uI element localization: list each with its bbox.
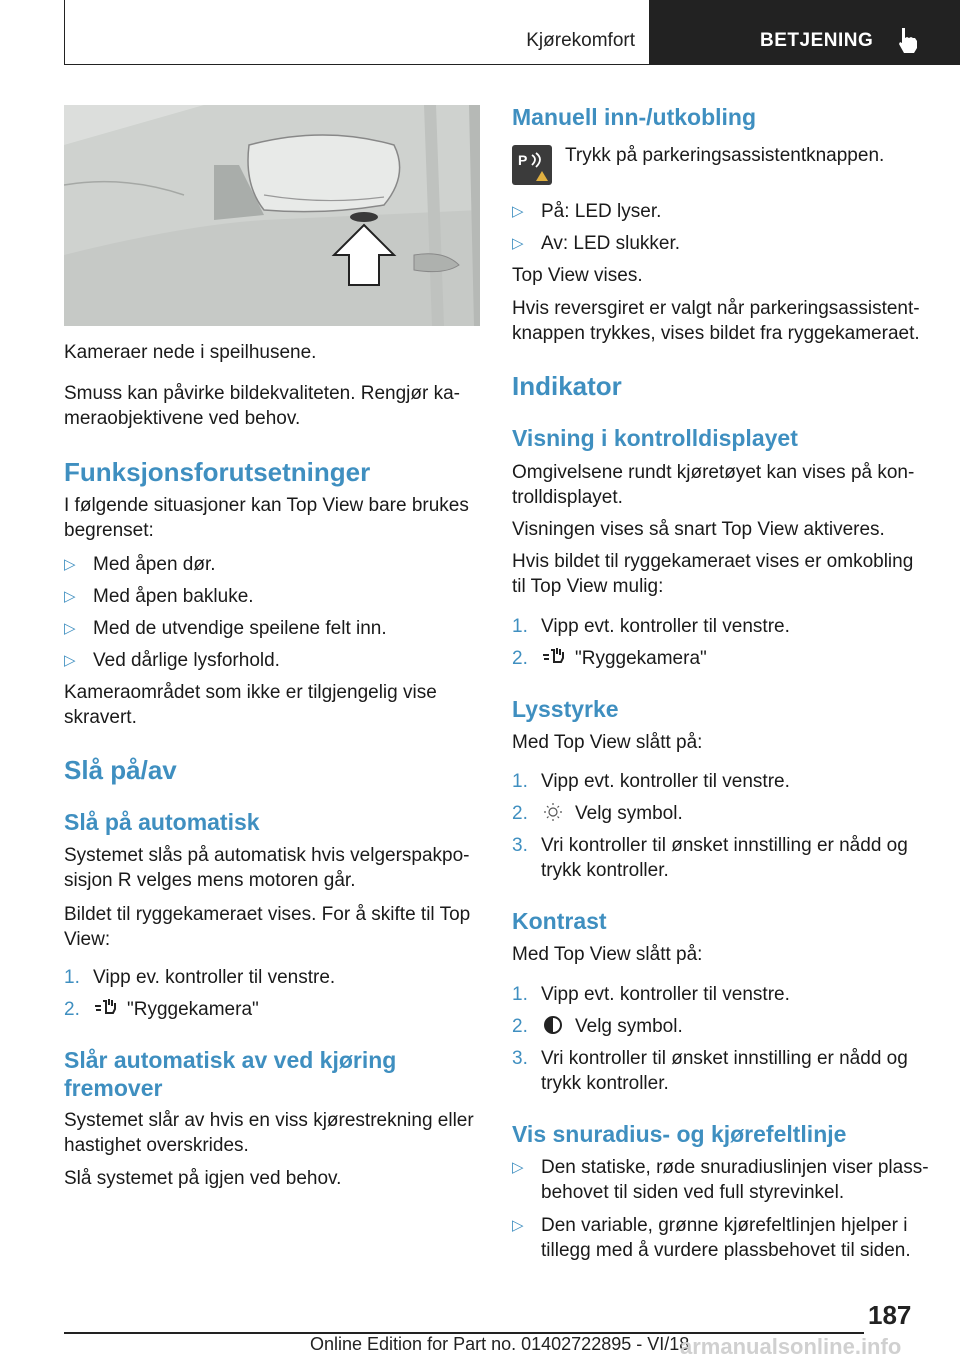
edition-text: Online Edition for Part no. 01402722895 - VI/18 bbox=[310, 1334, 690, 1354]
triangle-bullet-icon: ▷ bbox=[64, 556, 76, 573]
hatched-line-1: Kameraområdet som ikke er tilgjengelig vise bbox=[64, 682, 437, 703]
section-tab bbox=[64, 0, 650, 65]
rear-camera-icon bbox=[93, 997, 119, 1019]
heading-auto-off-2: fremover bbox=[64, 1075, 163, 1101]
requirements-intro-2: begrenset: bbox=[64, 520, 154, 541]
heading-requirements: Funksjonsforutsetninger bbox=[64, 457, 371, 487]
autooff-line-1: Systemet slår av hvis en viss kjørestrekning eller bbox=[64, 1110, 474, 1131]
manual-text: Trykk på parkeringsassistentknappen. bbox=[565, 145, 885, 166]
reverse-line-2: knappen trykkes, vises bildet fra ryggekameraet. bbox=[512, 323, 920, 344]
reenable-text: Slå systemet på igjen ved behov. bbox=[64, 1168, 342, 1189]
display-line-2: trolldisplayet. bbox=[512, 487, 623, 508]
svg-text:P: P bbox=[518, 152, 528, 168]
brightness-icon bbox=[541, 801, 567, 823]
mirror-camera-figure bbox=[64, 105, 480, 326]
heading-auto-on: Slå på automatisk bbox=[64, 809, 260, 835]
heading-brightness: Lysstyrke bbox=[512, 696, 619, 722]
chapter-title: BETJENING bbox=[760, 30, 874, 51]
switch-line-1: Hvis bildet til ryggekameraet vises er omkobling bbox=[512, 551, 914, 572]
display-text-2: Visningen vises så snart Top View aktiveres. bbox=[512, 519, 885, 540]
list-continuation: tillegg med å vurdere plassbehovet til siden. bbox=[541, 1240, 911, 1261]
triangle-bullet-icon: ▷ bbox=[512, 1217, 524, 1234]
parking-assist-button-icon bbox=[512, 145, 552, 185]
hatched-line-2: skravert. bbox=[64, 707, 137, 728]
auto-line-1: Systemet slås på automatisk hvis velgerspakpo- bbox=[64, 845, 470, 866]
brightness-intro: Med Top View slått på: bbox=[512, 732, 703, 753]
pointing-hand-icon bbox=[896, 26, 920, 54]
contrast-icon bbox=[541, 1014, 567, 1036]
triangle-bullet-icon: ▷ bbox=[64, 588, 76, 605]
auto-line-2: sisjon R velges mens motoren går. bbox=[64, 870, 356, 891]
figure-caption: Kameraer nede i speilhusene. bbox=[64, 342, 317, 363]
triangle-bullet-icon: ▷ bbox=[512, 235, 524, 252]
rear-line-2: View: bbox=[64, 929, 111, 950]
rear-line-1: Bildet til ryggekameraet vises. For å skifte til Top bbox=[64, 904, 471, 925]
car-mirror-illustration bbox=[64, 105, 480, 326]
heading-contrast: Kontrast bbox=[512, 908, 607, 934]
chapter-tab bbox=[650, 0, 960, 65]
section-title: Kjørekomfort bbox=[526, 30, 635, 51]
watermark: armanualsonline.info bbox=[680, 1334, 902, 1359]
requirements-intro-1: I følgende situasjoner kan Top View bare brukes bbox=[64, 495, 469, 516]
heading-indicator: Indikator bbox=[512, 371, 622, 401]
page-header bbox=[64, 0, 960, 65]
dirt-line-2: meraobjektivene ved behov. bbox=[64, 408, 301, 429]
dirt-line-1: Smuss kan påvirke bildekvaliteten. Rengjør ka- bbox=[64, 383, 461, 404]
rear-camera-icon bbox=[541, 646, 567, 668]
list-continuation: behovet til siden ved full styrevinkel. bbox=[541, 1182, 845, 1203]
triangle-bullet-icon: ▷ bbox=[512, 1159, 524, 1176]
heading-on-off: Slå på/av bbox=[64, 755, 177, 785]
autooff-line-2: hastighet overskrides. bbox=[64, 1135, 249, 1156]
heading-auto-off-1: Slår automatisk av ved kjøring bbox=[64, 1047, 397, 1073]
page-number: 187 bbox=[868, 1300, 912, 1330]
display-line-1: Omgivelsene rundt kjøretøyet kan vises på kon- bbox=[512, 462, 915, 483]
reverse-line-1: Hvis reversgiret er valgt når parkeringsassistent- bbox=[512, 298, 920, 319]
contrast-intro: Med Top View slått på: bbox=[512, 944, 703, 965]
triangle-bullet-icon: ▷ bbox=[512, 203, 524, 220]
heading-lines: Vis snuradius- og kjørefeltlinje bbox=[512, 1121, 847, 1147]
triangle-bullet-icon: ▷ bbox=[64, 652, 76, 669]
heading-manual: Manuell inn-/utkobling bbox=[512, 104, 757, 130]
topview-text: Top View vises. bbox=[512, 265, 643, 286]
step-continuation: trykk kontroller. bbox=[541, 1073, 669, 1094]
step-continuation: trykk kontroller. bbox=[541, 860, 669, 881]
triangle-bullet-icon: ▷ bbox=[64, 620, 76, 637]
switch-line-2: til Top View mulig: bbox=[512, 576, 664, 597]
heading-display: Visning i kontrolldisplayet bbox=[512, 425, 798, 451]
